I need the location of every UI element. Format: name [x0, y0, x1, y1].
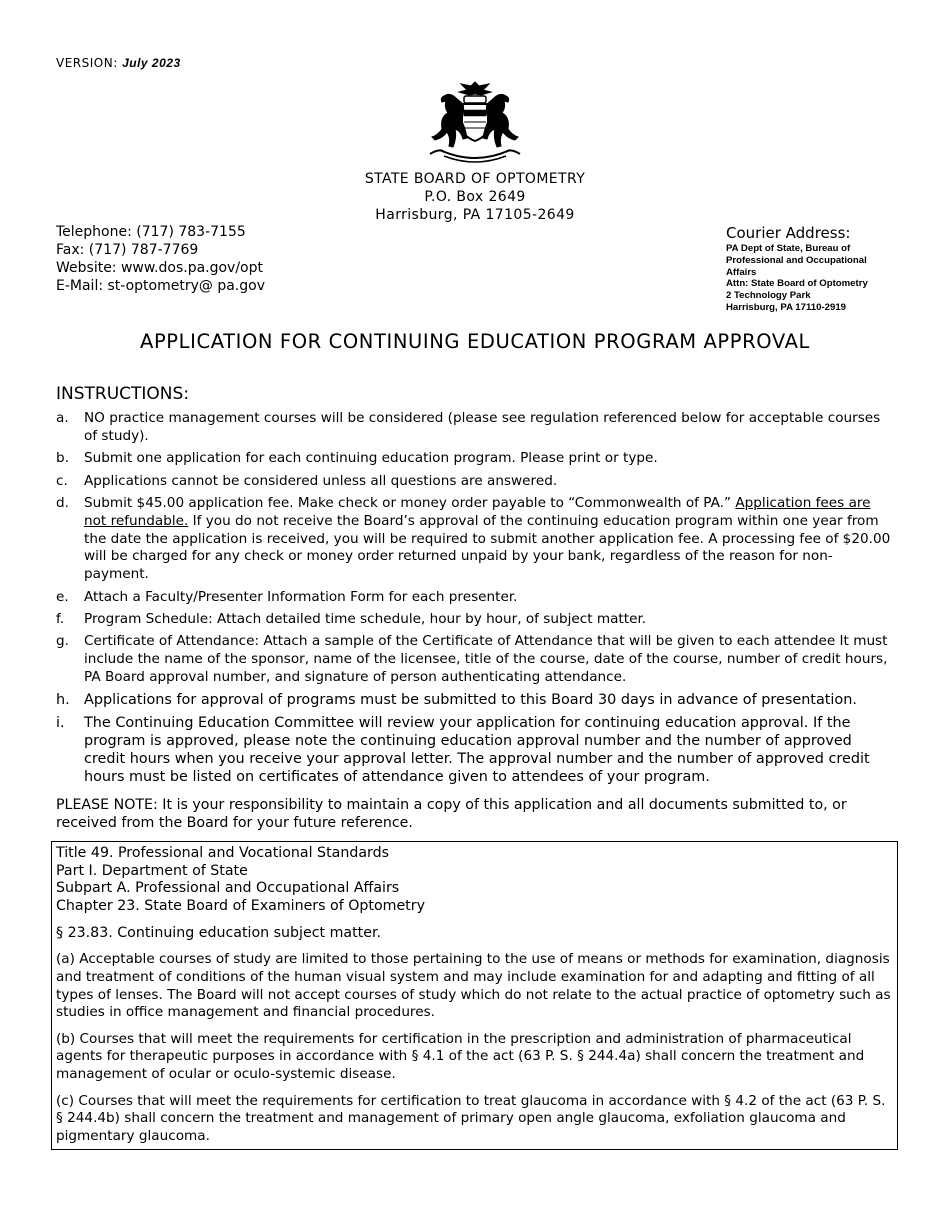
- fax: Fax: (717) 787-7769: [56, 242, 199, 258]
- instruction-text: Attach a Faculty/Presenter Information Form for each presenter.: [84, 588, 518, 605]
- regulation-paragraph-b: (b) Courses that will meet the requirements for certification in the prescription and administration of pharmaceutical agents for therapeutic purposes in accordance with § 4.1 of the act (63 P. S. § 244.4a) shall concern the treatment and management of ocular or oculo-systemic disease.: [56, 1030, 865, 1082]
- courier-line: Attn: State Board of Optometry: [726, 278, 868, 290]
- instruction-text: If you do not receive the Board’s approval of the continuing education program within one year from the date the application is received, you will be required to submit another application fee. A processing fee of $20.00 will be charged for any check or money order returned unpaid by your bank, regardless of the reason for non-payment.: [84, 512, 891, 583]
- instruction-item: [56, 410, 892, 446]
- instruction-text: Certificate of Attendance: Attach a sample of the Certificate of Attendance that will be given to each attendee It must include the name of the sponsor, name of the licensee, title of the course, date of the course, number of credit hours, PA Board approval number, and signature of person authenticating attendance.: [84, 633, 888, 685]
- instruction-letter: b.: [56, 450, 69, 467]
- regulation-paragraph-a: (a) Acceptable courses of study are limited to those pertaining to the use of means or methods for examination, diagnosis and treatment of conditions of the human visual system and may include examination for and adapting and fitting of all types of lenses. The Board will not accept courses of study which do not relate to the actual practice of optometry such as studies in office management and financial procedures.: [56, 951, 891, 1021]
- instruction-text: Submit one application for each continuing education program. Please print or type.: [84, 450, 658, 467]
- pennsylvania-coat-of-arms-icon: [418, 80, 532, 166]
- regulation-part: Part I. Department of State: [56, 862, 248, 879]
- email: E-Mail: st-optometry@ pa.gov: [56, 278, 265, 294]
- instruction-item: [56, 589, 892, 607]
- instruction-item: [56, 691, 892, 709]
- regulation-paragraph-c: (c) Courses that will meet the requirements for certification to treat glaucoma in accordance with § 4.2 of the act (63 P. S. § 244.4b) shall concern the treatment and management of primary open angle glaucoma, exfoliation glaucoma and pigmentary glaucoma.: [56, 1092, 886, 1144]
- regulation-chapter: Chapter 23. State Board of Examiners of Optometry: [56, 897, 425, 914]
- board-address-block: [0, 170, 950, 224]
- courier-line: Harrisburg, PA 17110-2919: [726, 301, 846, 313]
- instruction-letter: a.: [56, 410, 69, 426]
- instruction-item: [56, 495, 892, 584]
- instruction-letter: f.: [56, 610, 65, 627]
- version-label: VERSION:: [56, 56, 118, 70]
- instruction-letter: c.: [56, 472, 68, 489]
- instruction-item: [56, 633, 892, 686]
- instruction-letter: g.: [56, 633, 69, 650]
- website: Website: www.dos.pa.gov/opt: [56, 260, 263, 276]
- contact-block: [56, 223, 265, 295]
- courier-line: Affairs: [726, 266, 757, 278]
- instruction-item: [56, 714, 892, 786]
- regulation-subpart: Subpart A. Professional and Occupational Affairs: [56, 880, 400, 897]
- regulation-title: Title 49. Professional and Vocational Standards: [56, 845, 389, 861]
- instruction-text: Applications for approval of programs must be submitted to this Board 30 days in advance of presentation.: [84, 692, 857, 709]
- version-date: July 2023: [122, 56, 181, 70]
- instruction-letter: d.: [56, 494, 69, 511]
- instruction-item: [56, 473, 892, 491]
- regulation-section: § 23.83. Continuing education subject matter.: [56, 925, 382, 942]
- nonrefundable-notice: Application fees are not refundable.: [84, 494, 871, 529]
- courier-address-block: [726, 223, 926, 314]
- regulation-box: [51, 841, 898, 1150]
- please-note: PLEASE NOTE: It is your responsibility to maintain a copy of this application and all documents submitted to, or received from the Board for your future reference.: [56, 797, 847, 831]
- telephone: Telephone: (717) 783-7155: [56, 224, 246, 240]
- instructions-heading: INSTRUCTIONS:: [56, 384, 190, 404]
- board-po-box: P.O. Box 2649: [424, 189, 526, 205]
- board-name: STATE BOARD OF OPTOMETRY: [364, 171, 586, 187]
- instruction-text: Applications cannot be considered unless all questions are answered.: [84, 472, 558, 489]
- instruction-letter: i.: [56, 714, 65, 731]
- courier-line: Professional and Occupational: [726, 254, 867, 266]
- instruction-text: The Continuing Education Committee will review your application for continuing education approval. If the program is approved, please note the continuing education approval number and the number of approved credit hours when you receive your approval letter. The approval number and the number of approved credit hours must be listed on certificates of attendance given to attendees of your program.: [84, 714, 870, 785]
- version-line: [56, 56, 181, 70]
- instruction-item: [56, 611, 892, 629]
- board-city: Harrisburg, PA 17105-2649: [375, 207, 575, 223]
- instruction-text: NO practice management courses will be considered (please see regulation referenced below for acceptable courses of study).: [84, 410, 881, 444]
- courier-title: Courier Address:: [726, 224, 851, 242]
- instruction-text: Submit $45.00 application fee. Make check or money order payable to “Commonwealth of PA.”: [84, 494, 736, 511]
- instructions-list: [56, 410, 892, 791]
- instruction-text: Program Schedule: Attach detailed time schedule, hour by hour, of subject matter.: [84, 610, 647, 627]
- courier-line: PA Dept of State, Bureau of: [726, 243, 851, 254]
- page-title: APPLICATION FOR CONTINUING EDUCATION PROGRAM APPROVAL: [140, 330, 810, 353]
- instruction-letter: h.: [56, 692, 70, 709]
- instruction-letter: e.: [56, 588, 69, 605]
- instruction-item: [56, 450, 892, 468]
- courier-line: 2 Technology Park: [726, 290, 811, 302]
